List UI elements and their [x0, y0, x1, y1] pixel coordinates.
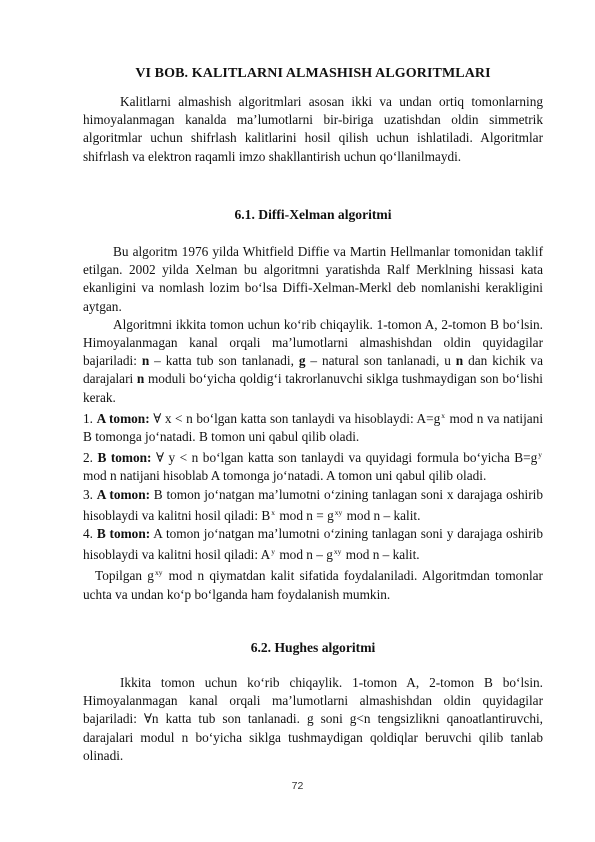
- history-paragraph: Bu algoritm 1976 yilda Whitfield Diffie va Martin Hellmanlar tomonidan taklif etilgan. 2002 yilda Xelman bu algoritmni yaratishda Ralf Merklning hissasi kata ekanligini va nomlash lozim bo‘lsa Diffi-Xelman-Merkl deb nomlanishi kerakligini aytgan.: [83, 244, 543, 314]
- step-4: 4. B tomon: A tomon jo‘natgan ma’lumotni o‘zining tanlagan soni y darajaga oshirib hisoblaydi va kalitni hosil qiladi: $A^y$ mod n – $g^{xy}$ mod n – kalit.: [83, 526, 543, 563]
- section-heading-diffie-hellman: 6.1. Diffi-Xelman algoritmi: [234, 207, 392, 222]
- conclusion-paragraph: Topilgan $g^{xy}$ mod n qiymatdan kalit sifatida foydalaniladi. Algoritmdan tomonlar uchta va undan ko‘p bo‘lganda ham foydalanish mumkin.: [83, 568, 543, 602]
- chapter-title: VI BOB. KALITLARNI ALMASHISH ALGORITMLARI: [135, 66, 491, 81]
- intro-paragraph: [83, 93, 543, 166]
- section2-body: [83, 674, 543, 765]
- step-3: 3. A tomon: B tomon jo‘natgan ma’lumotni o‘zining tanlagan soni x darajaga oshirib hisoblaydi va kalitni hosil qiladi: $B^x$ mod $n = g^{xy}$ mod n – kalit.: [83, 486, 544, 523]
- section-heading-hughes: 6.2. Hughes algoritmi: [250, 640, 376, 655]
- section1-body: [83, 243, 543, 604]
- step-2: 2. B tomon: ∀ y < n bo‘lgan katta son tanlaydi va quyidagi formula bo‘yicha $B=g^y$ mod n natijani hisoblab A tomonga jo‘natadi. A tomon uni qabul qilib oladi.: [83, 450, 543, 484]
- intro-text: Kalitlarni almashish algoritmlari asosan ikki va undan ortiq tomonlarning himoyalanmagan kanalda ma’lumotlarni bir-biriga uzatishdan oldin simmetrik algoritmlar uchun shifrlash kalitlarini hosil qilish uchun ishlatiladi. Algoritmlar shifrlash va elektron raqamli imzo shakllantirish uchun qo‘llanilmaydi.: [83, 94, 543, 164]
- setup-paragraph: Algoritmni ikkita tomon uchun ko‘rib chiqaylik. 1-tomon A, 2-tomon B bo‘lsin. Himoyalanmagan kanal orqali ma’lumotlarni almashishdan oldin quyidagilar bajariladi: n – katta tub son tanlanadi, g – natural son tanlanadi, u n dan kichik va darajalari n moduli bo‘yicha qoldig‘i takrorlanuvchi siklga tushmaydigan son bo‘lishi kerak.: [83, 316, 543, 405]
- page-number: 72: [291, 780, 304, 792]
- step-1: 1. A tomon: ∀ x < n bo‘lgan katta son tanlaydi va hisoblaydi: $A=g^x$ mod n va natijani B tomonga jo‘natadi. B tomon uni qabul qilib oladi.: [83, 410, 544, 445]
- hughes-paragraph: Ikkita tomon uchun ko‘rib chiqaylik. 1-tomon A, 2-tomon B bo‘lsin. Himoyalanmagan kanal orqali ma’lumotlarni almashishdan oldin quyidagilar bajariladi: ∀n katta tub son tanlanadi. g soni g<n tengsizlikni qanoatlantiruvchi, darajalari modul n bo‘yicha siklga tushmaydigan qoldiqlar beruvchi qilib tanlab olinadi.: [83, 675, 543, 763]
